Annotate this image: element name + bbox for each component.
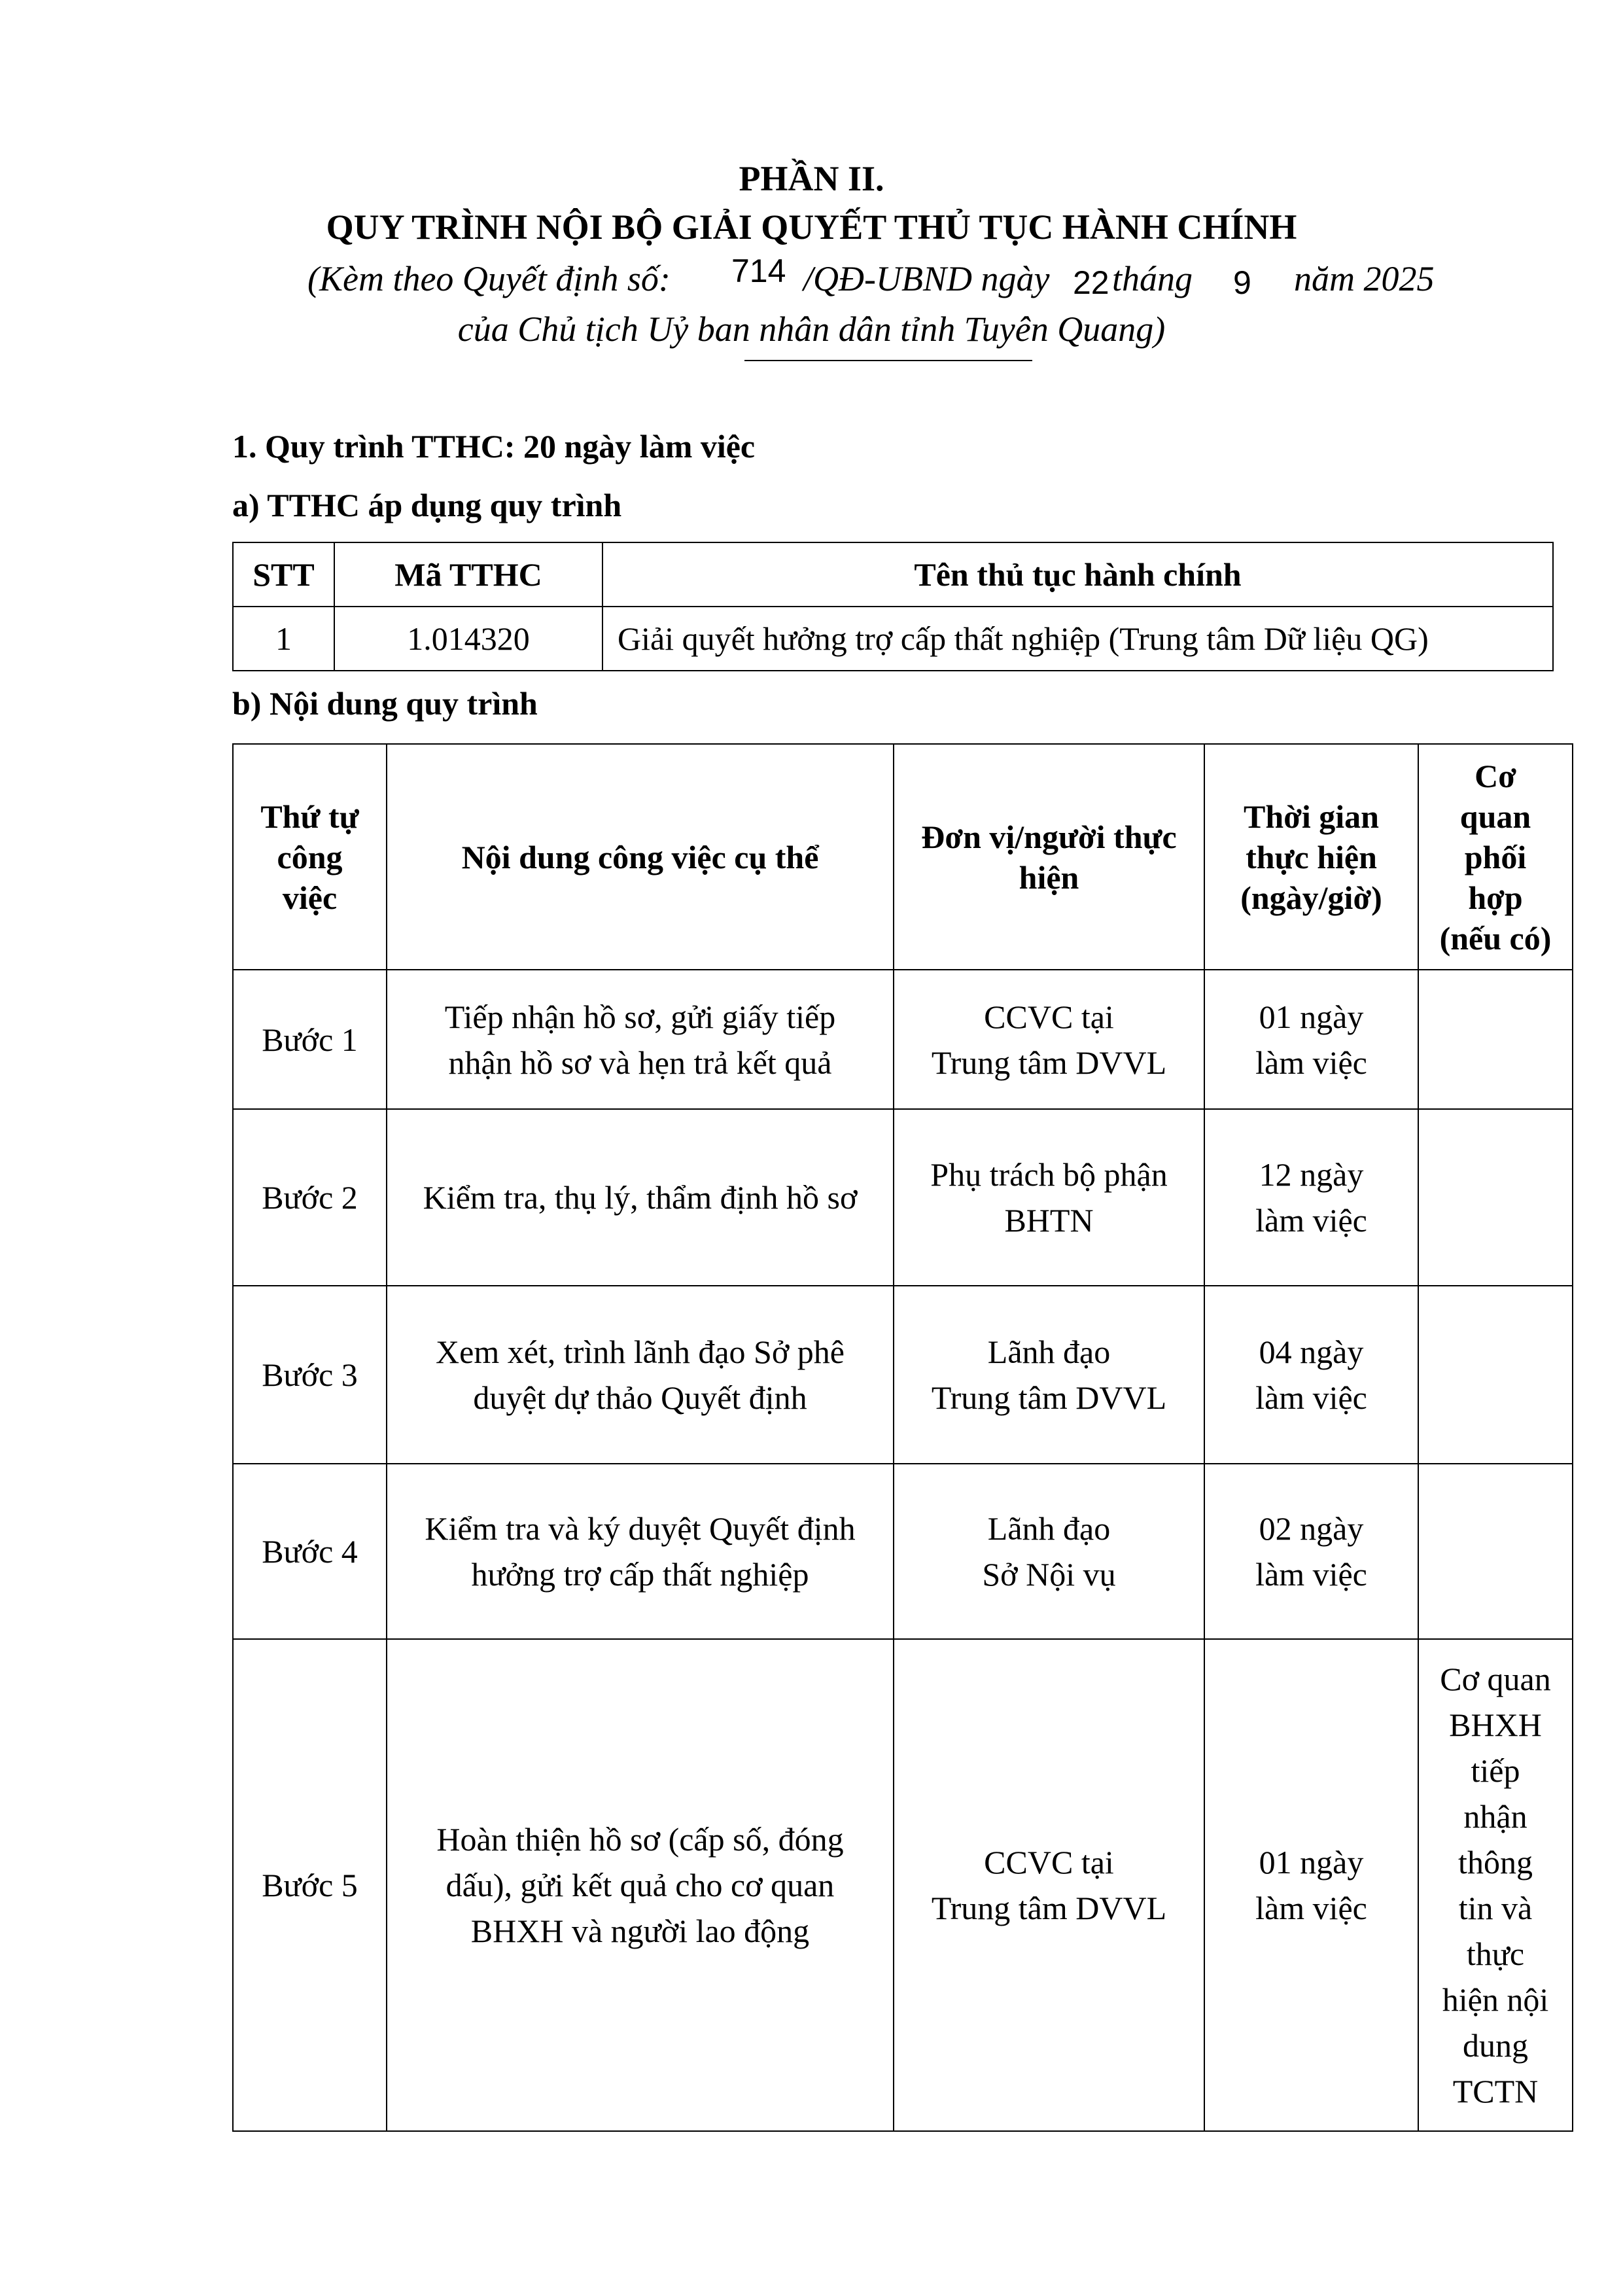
- decision-day: 22: [1073, 264, 1109, 301]
- decision-prefix: (Kèm theo Quyết định số:: [307, 259, 671, 298]
- decision-number: 714: [731, 253, 786, 289]
- cell-line: 12 ngày: [1259, 1156, 1364, 1193]
- cell-line: Bước 1: [262, 1021, 358, 1058]
- header-step-order: [233, 744, 387, 970]
- cell-line: tin và: [1458, 1890, 1533, 1926]
- header-line: hợp: [1468, 879, 1523, 916]
- decision-reference: [0, 252, 1623, 304]
- cell-line: Bước 3: [262, 1356, 358, 1393]
- cell-line: Trung tâm DVVL: [931, 1379, 1167, 1416]
- cell-line: 04 ngày: [1259, 1333, 1364, 1370]
- cell-coordinator: [1418, 1464, 1573, 1639]
- header-line: hiện: [1019, 858, 1079, 896]
- header-unit: [894, 744, 1204, 970]
- subsection-b-heading: b) Nội dung quy trình: [232, 685, 538, 722]
- header-line: Cơ: [1475, 757, 1516, 794]
- cell-line: Tiếp nhận hồ sơ, gửi giấy tiếp: [444, 998, 836, 1035]
- cell-line: thực: [1466, 1935, 1525, 1972]
- cell-line: làm việc: [1255, 1890, 1367, 1926]
- cell-unit: [894, 1464, 1204, 1639]
- cell-ma-tthc: 1.014320: [334, 607, 602, 671]
- cell-line: nhận: [1463, 1798, 1527, 1835]
- table-header-row: [233, 744, 1573, 970]
- cell-line: BHXH: [1449, 1706, 1542, 1743]
- header-line: quan: [1459, 798, 1531, 835]
- cell-content: [387, 1109, 894, 1286]
- cell-line: Lãnh đạo: [987, 1510, 1111, 1547]
- header-coordinator: [1418, 744, 1573, 970]
- cell-line: CCVC tại: [984, 998, 1114, 1035]
- header-line: Đơn vị/người thực: [921, 818, 1177, 855]
- header-line: (nếu có): [1439, 919, 1552, 957]
- cell-duration: [1204, 970, 1418, 1109]
- decision-month: 9: [1233, 264, 1251, 301]
- header-line: việc: [282, 879, 338, 916]
- table-row: [233, 607, 1553, 671]
- cell-line: Phụ trách bộ phận: [930, 1156, 1168, 1193]
- cell-unit: [894, 1286, 1204, 1464]
- cell-step: [233, 1286, 387, 1464]
- cell-line: làm việc: [1255, 1044, 1367, 1081]
- cell-ten-tthc: Giải quyết hưởng trợ cấp thất nghiệp (Trung tâm Dữ liệu QG): [602, 607, 1553, 671]
- tthc-table: [232, 542, 1554, 671]
- cell-content: [387, 1286, 894, 1464]
- cell-line: dung: [1463, 2027, 1528, 2064]
- cell-line: hiện nội: [1442, 1981, 1549, 2018]
- header-line: thực hiện: [1246, 838, 1377, 875]
- issuer-line: của Chủ tịch Uỷ ban nhân dân tỉnh Tuyên Quang): [457, 309, 1166, 349]
- cell-line: hưởng trợ cấp thất nghiệp: [471, 1556, 809, 1593]
- cell-line: BHTN: [1004, 1202, 1094, 1239]
- cell-line: CCVC tại: [984, 1844, 1114, 1881]
- process-table: [232, 743, 1573, 2132]
- cell-line: làm việc: [1255, 1379, 1367, 1416]
- header-duration: [1204, 744, 1418, 970]
- cell-coordinator: [1418, 970, 1573, 1109]
- header-line: (ngày/giờ): [1240, 879, 1382, 916]
- cell-duration: [1204, 1286, 1418, 1464]
- cell-line: 01 ngày: [1259, 1844, 1364, 1881]
- cell-coordinator: [1418, 1109, 1573, 1286]
- cell-line: Bước 5: [262, 1867, 358, 1903]
- cell-duration: [1204, 1464, 1418, 1639]
- header-task-content: [387, 744, 894, 970]
- cell-step: [233, 1639, 387, 2131]
- cell-line: làm việc: [1255, 1202, 1367, 1239]
- cell-step: [233, 970, 387, 1109]
- year-label: năm 2025: [1294, 259, 1435, 298]
- cell-line: 02 ngày: [1259, 1510, 1364, 1547]
- cell-line: Lãnh đạo: [987, 1333, 1111, 1370]
- cell-coordinator: [1418, 1286, 1573, 1464]
- title-underline: [744, 360, 1032, 361]
- cell-duration: [1204, 1109, 1418, 1286]
- cell-line: Cơ quan: [1440, 1661, 1551, 1697]
- header-ten-tthc: Tên thủ tục hành chính: [602, 542, 1553, 607]
- cell-line: duyệt dự thảo Quyết định: [473, 1379, 807, 1416]
- cell-line: tiếp: [1471, 1752, 1520, 1789]
- month-label: tháng: [1112, 259, 1193, 298]
- cell-step: [233, 1464, 387, 1639]
- header-line: công: [277, 838, 343, 875]
- cell-line: Kiểm tra, thụ lý, thẩm định hồ sơ: [423, 1179, 858, 1216]
- cell-line: Xem xét, trình lãnh đạo Sở phê: [436, 1333, 845, 1370]
- table-header-row: [233, 542, 1553, 607]
- cell-stt: 1: [233, 607, 334, 671]
- cell-line: Bước 4: [262, 1533, 358, 1570]
- header-line: Nội dung công việc cụ thể: [461, 838, 819, 875]
- cell-line: Hoàn thiện hồ sơ (cấp số, đóng: [436, 1821, 844, 1858]
- cell-content: [387, 1464, 894, 1639]
- cell-unit: [894, 1639, 1204, 2131]
- cell-line: Sở Nội vụ: [982, 1556, 1116, 1593]
- decision-suffix: /QĐ-UBND ngày: [803, 259, 1050, 298]
- table-row: [233, 1109, 1573, 1286]
- part-title: PHẦN II.: [739, 159, 884, 198]
- cell-line: Trung tâm DVVL: [931, 1044, 1167, 1081]
- header-stt: STT: [233, 542, 334, 607]
- cell-content: [387, 1639, 894, 2131]
- cell-line: 01 ngày: [1259, 998, 1364, 1035]
- cell-line: nhận hồ sơ và hẹn trả kết quả: [448, 1044, 832, 1081]
- cell-line: làm việc: [1255, 1556, 1367, 1593]
- subsection-a-heading: a) TTHC áp dụng quy trình: [232, 487, 622, 523]
- header-ma-tthc: Mã TTHC: [334, 542, 602, 607]
- cell-line: Trung tâm DVVL: [931, 1890, 1167, 1926]
- cell-step: [233, 1109, 387, 1286]
- cell-line: Kiểm tra và ký duyệt Quyết định: [425, 1510, 856, 1547]
- cell-content: [387, 970, 894, 1109]
- cell-line: TCTN: [1452, 2073, 1539, 2110]
- cell-unit: [894, 970, 1204, 1109]
- cell-line: Bước 2: [262, 1179, 358, 1216]
- cell-line: dấu), gửi kết quả cho cơ quan: [445, 1867, 835, 1903]
- cell-duration: [1204, 1639, 1418, 2131]
- cell-line: BHXH và người lao động: [470, 1913, 810, 1949]
- table-row: [233, 1464, 1573, 1639]
- table-row: [233, 1639, 1573, 2131]
- header-line: Thời gian: [1244, 798, 1379, 835]
- table-row: [233, 1286, 1573, 1464]
- section-heading: 1. Quy trình TTHC: 20 ngày làm việc: [232, 428, 756, 465]
- document-title: QUY TRÌNH NỘI BỘ GIẢI QUYẾT THỦ TỤC HÀNH CHÍNH: [326, 207, 1297, 247]
- cell-coordinator: [1418, 1639, 1573, 2131]
- cell-unit: [894, 1109, 1204, 1286]
- header-line: phối: [1464, 838, 1527, 875]
- cell-line: thông: [1458, 1844, 1533, 1881]
- header-line: Thứ tự: [260, 798, 359, 835]
- table-row: [233, 970, 1573, 1109]
